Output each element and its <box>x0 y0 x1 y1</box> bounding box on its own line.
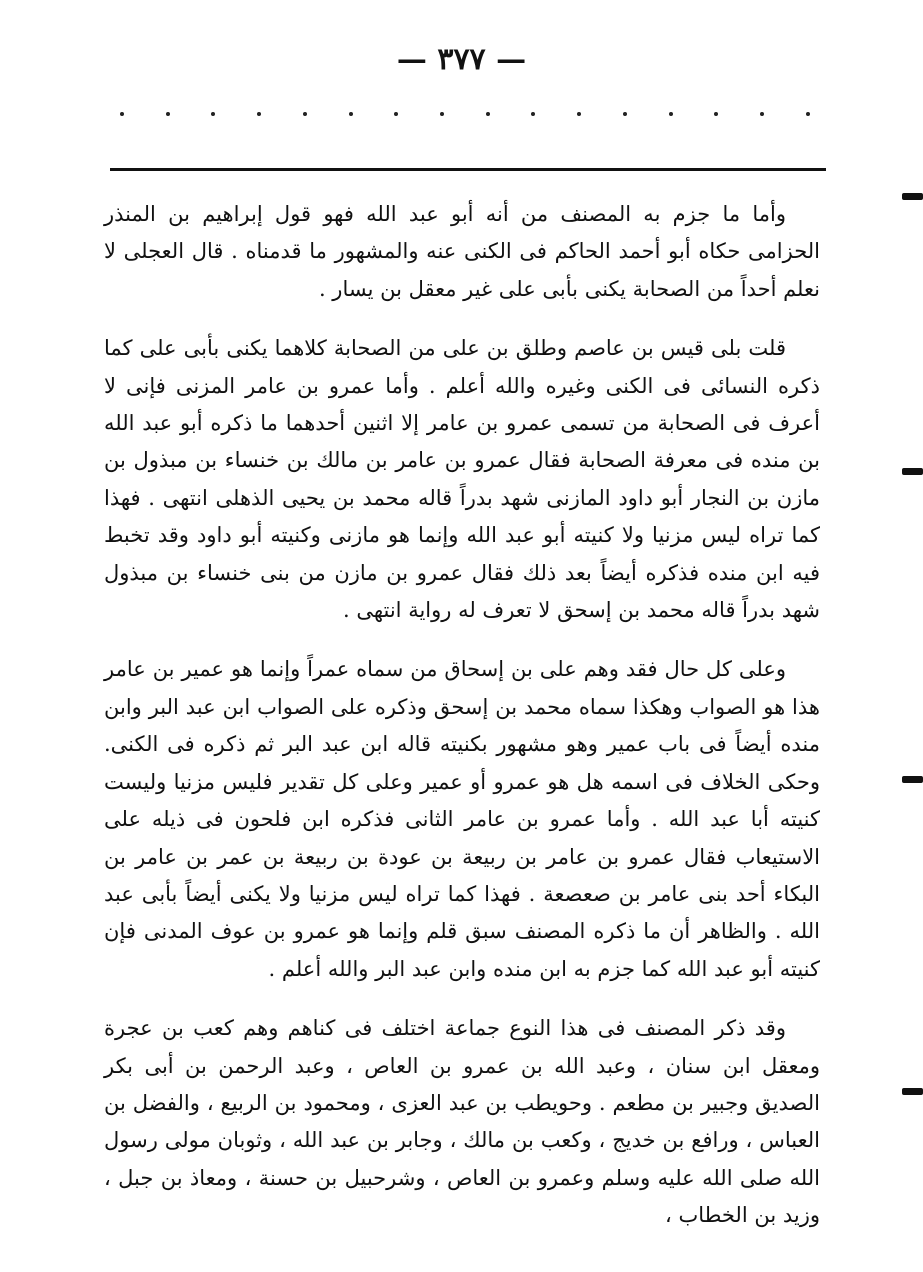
ornamental-dots <box>120 112 810 132</box>
ornament-dot <box>303 112 307 116</box>
page-body <box>104 196 820 1235</box>
margin-mark <box>902 468 923 475</box>
ornament-dot <box>257 112 261 116</box>
ornament-dot <box>211 112 215 116</box>
ornament-dot <box>760 112 764 116</box>
ornament-dot <box>440 112 444 116</box>
paragraph: وأما ما جزم به المصنف من أنه أبو عبد الله فهو قول إبراهيم بن المنذر الحزامى حكاه أبو أحمد الحاكم فى الكنى عنه والمشهور ما قدمناه . قال العجلى لا نعلم أحداً من الصحابة يكنى بأبى على غير معقل بن يسار . <box>104 202 820 301</box>
ornament-dot <box>577 112 581 116</box>
margin-mark <box>902 1088 923 1095</box>
ornament-dot <box>120 112 124 116</box>
margin-mark <box>902 193 923 200</box>
ornament-dot <box>394 112 398 116</box>
ornament-dot <box>714 112 718 116</box>
ornament-dot <box>531 112 535 116</box>
paragraph: وعلى كل حال فقد وهم على بن إسحاق من سماه عمراً وإنما هو عمير بن عامر هذا هو الصواب وهكذا سماه محمد بن إسحق وذكره على الصواب ابن عبد البر وابن منده أيضاً فى باب عمير وهو مشهور بكنيته قاله ابن عبد البر ثم ذكره فى الكنى. وحكى الخلاف فى اسمه هل هو عمرو أو عمير وعلى كل تقدير فليس مزنيا وليست كنيته أبا عبد الله . وأما عمرو بن عامر الثانى فذكره ابن فلحون فى ذيله على الاستيعاب فقال عمرو بن عامر بن ربيعة بن عودة بن ربيعة بن عمر بن عامر بن البكاء أحد بنى عامر بن صعصعة . فهذا كما تراه ليس مزنيا ولا يكنى أيضاً بأبى عبد الله . والظاهر أن ما ذكره المصنف سبق قلم وإنما هو عمرو بن عوف المدنى فإن كنيته أبو عبد الله كما جزم به ابن منده وابن عبد البر والله أعلم . <box>104 657 820 981</box>
paragraph: وقد ذكر المصنف فى هذا النوع جماعة اختلف فى كناهم وهم كعب بن عجرة ومعقل ابن سنان ، وعبد الله بن عمرو بن العاص ، وعبد الرحمن بن أبى بكر الصديق وجبير بن مطعم . وحويطب بن عبد العزى ، ومحمود بن الربيع ، والفضل بن العباس ، ورافع بن خديج ، وكعب بن مالك ، وجابر بن عبد الله ، وثوبان مولى رسول الله صلى الله عليه وسلم وعمرو بن العاص ، وشرحبيل بن حسنة ، ومعاذ بن جبل ، وزيد بن الخطاب ، <box>104 1016 820 1228</box>
header-rule <box>110 168 826 171</box>
ornament-dot <box>669 112 673 116</box>
page-number: — ٣٧٧ — <box>396 42 527 77</box>
paragraph: قلت بلى قيس بن عاصم وطلق بن على من الصحابة كلاهما يكنى بأبى على كما ذكره النسائى فى الكنى وغيره والله أعلم . وأما عمرو بن عامر المزنى فإنى لا أعرف فى الصحابة من تسمى عمرو بن عامر إلا اثنين أحدهما ما ذكره أبو عبد الله بن منده فى معرفة الصحابة فقال عمرو بن عامر بن مالك بن خنساء بن مبذول بن مازن بن النجار أبو داود المازنى شهد بدراً قاله محمد بن يحيى الذهلى انتهى . فهذا كما تراه ليس مزنيا ولا كنيته أبو عبد الله وإنما هو مازنى وكنيته أبو داود وقد تخبط فيه ابن منده فذكره أيضاً بعد ذلك فقال عمرو بن مازن من بنى خنساء بن مبذول شهد بدراً قاله محمد بن إسحق لا تعرف له رواية انتهى . <box>104 336 820 623</box>
ornament-dot <box>806 112 810 116</box>
ornament-dot <box>349 112 353 116</box>
margin-mark <box>902 776 923 783</box>
ornament-dot <box>486 112 490 116</box>
ornament-dot <box>166 112 170 116</box>
ornament-dot <box>623 112 627 116</box>
